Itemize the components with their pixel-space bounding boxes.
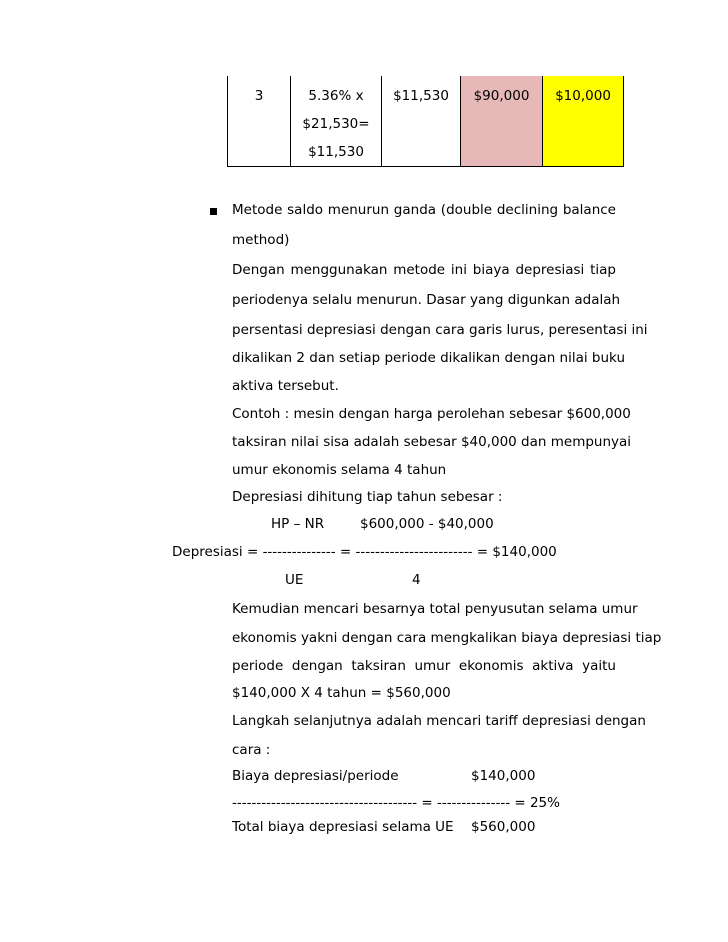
paragraph-line: Langkah selanjutnya adalah mencari tariff depresiasi dengan bbox=[232, 713, 646, 729]
calc-line: 5.36% x bbox=[308, 88, 364, 104]
formula-intro: Depresiasi dihitung tiap tahun sebesar : bbox=[232, 489, 503, 505]
formula-denominator-symbolic: UE bbox=[285, 572, 304, 588]
example-line: Contoh : mesin dengan harga perolehan sebesar $600,000 bbox=[232, 406, 631, 422]
calc-line: $11,530 bbox=[308, 144, 364, 160]
paragraph-line: periodenya selalu menurun. Dasar yang digunkan adalah bbox=[232, 292, 621, 308]
paragraph-line: dikalikan 2 dan setiap periode dikalikan dengan nilai buku bbox=[232, 350, 626, 366]
formula-main-line: Depresiasi = --------------- = ------------------------ = $140,000 bbox=[172, 544, 557, 560]
table-row bbox=[228, 76, 624, 167]
book-value-cell bbox=[461, 76, 543, 167]
period-cell bbox=[228, 76, 291, 167]
square-bullet-icon bbox=[210, 208, 217, 215]
calc-line: $21,530= bbox=[302, 116, 370, 132]
residual-value: $10,000 bbox=[555, 88, 611, 104]
paragraph-line: periode dengan taksiran umur ekonomis aktiva yaitu bbox=[232, 658, 616, 674]
calculation-cell bbox=[291, 76, 382, 167]
section-heading: Metode saldo menurun ganda (double declining balance bbox=[232, 202, 616, 218]
rate-numerator-value: $140,000 bbox=[471, 768, 536, 784]
paragraph-line: Dengan menggunakan metode ini biaya depresiasi tiap bbox=[232, 262, 616, 278]
depreciation-table bbox=[227, 76, 624, 167]
rate-numerator-label: Biaya depresiasi/periode bbox=[232, 768, 399, 784]
depreciation-value: $11,530 bbox=[393, 88, 449, 104]
formula-numerator-values: $600,000 - $40,000 bbox=[360, 516, 494, 532]
depreciation-cell bbox=[382, 76, 461, 167]
example-line: umur ekonomis selama 4 tahun bbox=[232, 462, 447, 478]
example-line: taksiran nilai sisa adalah sebesar $40,000 dan mempunyai bbox=[232, 434, 632, 450]
residual-cell bbox=[543, 76, 624, 167]
formula-denominator-value: 4 bbox=[412, 572, 421, 588]
paragraph-line: persentasi depresiasi dengan cara garis lurus, peresentasi ini bbox=[232, 322, 648, 338]
paragraph-line: ekonomis yakni dengan cara mengkalikan biaya depresiasi tiap bbox=[232, 630, 662, 646]
period-value: 3 bbox=[254, 88, 264, 104]
section-heading-cont: method) bbox=[232, 232, 290, 248]
paragraph-line: Kemudian mencari besarnya total penyusutan selama umur bbox=[232, 601, 638, 617]
formula-numerator-symbolic: HP – NR bbox=[271, 516, 325, 532]
rate-main-line: -------------------------------------- = --------------- = 25% bbox=[232, 795, 560, 811]
rate-denominator-value: $560,000 bbox=[471, 819, 536, 835]
rate-denominator-label: Total biaya depresiasi selama UE bbox=[232, 819, 454, 835]
paragraph-line: cara : bbox=[232, 742, 271, 758]
paragraph-line: aktiva tersebut. bbox=[232, 378, 339, 394]
book-value: $90,000 bbox=[473, 88, 530, 104]
paragraph-line: $140,000 X 4 tahun = $560,000 bbox=[232, 685, 451, 701]
